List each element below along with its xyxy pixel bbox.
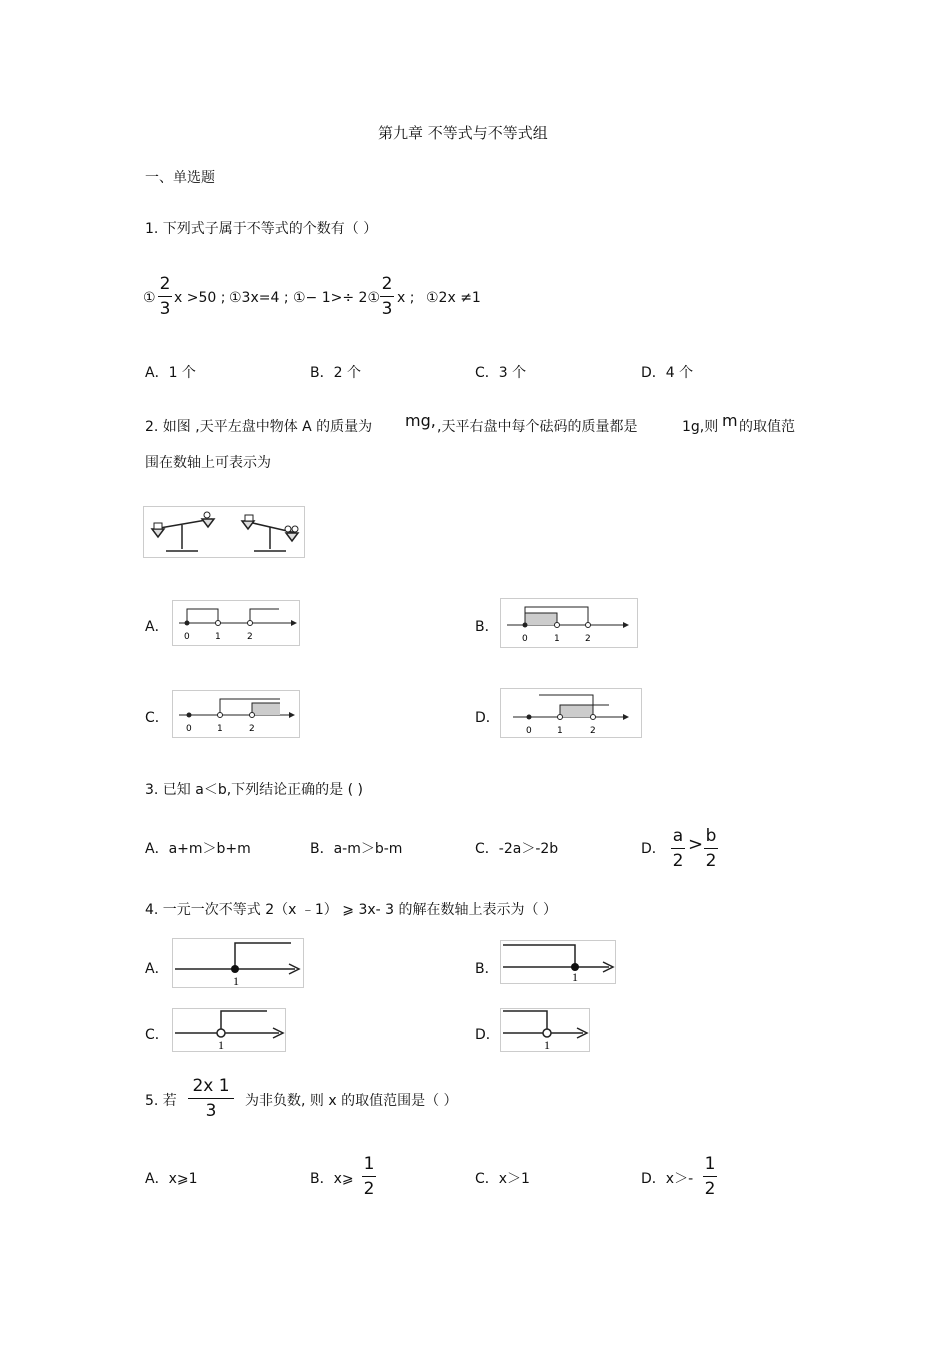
q2-option-d-numberline bbox=[500, 688, 642, 738]
q2-stem-part: 的取值范 bbox=[739, 419, 795, 435]
tick-label: 0 bbox=[522, 634, 528, 644]
tick-label: 1 bbox=[557, 726, 563, 736]
tick-label: 2 bbox=[590, 726, 596, 736]
q2-stem-part: 2. 如图 ,天平左盘中物体 A 的质量为 bbox=[145, 419, 373, 435]
q4-option-a-label: A． bbox=[145, 961, 169, 977]
tick-label: 2 bbox=[247, 632, 253, 642]
q1-option-c: C．3 个 bbox=[475, 365, 527, 381]
q5-option-d-fraction: 1 2 bbox=[704, 1154, 716, 1199]
tick-label: 0 bbox=[184, 632, 190, 642]
q3-d-greater: > bbox=[688, 834, 704, 855]
q2-option-b-numberline bbox=[500, 598, 638, 648]
tick-label: 0 bbox=[526, 726, 532, 736]
q3-option-d: D． bbox=[641, 841, 666, 857]
q2-stem-part: 1g,则 bbox=[682, 419, 719, 435]
q4-option-c-label: C． bbox=[145, 1027, 169, 1043]
section-heading: 一、单选题 bbox=[145, 170, 215, 186]
q2-option-d-label: D． bbox=[475, 710, 500, 726]
q5-option-b: B．x⩾ bbox=[310, 1171, 354, 1187]
q5-option-b-fraction: 1 2 bbox=[363, 1154, 375, 1199]
q4-option-d-numberline bbox=[500, 1008, 590, 1052]
q4-option-d-label: D． bbox=[475, 1027, 500, 1043]
q4-option-a-numberline bbox=[172, 938, 304, 988]
tick-label: 1 bbox=[544, 1038, 550, 1051]
q5-option-c: C．x＞1 bbox=[475, 1171, 530, 1187]
q1-expr-part: ① bbox=[143, 290, 156, 306]
tick-label: 1 bbox=[554, 634, 560, 644]
q1-expr-part: x ; bbox=[397, 290, 415, 306]
q1-fraction-2: 2 3 bbox=[381, 274, 393, 319]
q3-option-b: B．a-m＞b-m bbox=[310, 841, 403, 857]
tick-label: 0 bbox=[186, 724, 192, 734]
q1-expr-part: ①− 1>÷ 2① bbox=[293, 290, 381, 306]
q5-stem-prefix: 5. 若 bbox=[145, 1093, 177, 1109]
q1-fraction-1: 2 3 bbox=[159, 274, 171, 319]
q4-stem: 4. 一元一次不等式 2（x ﹣1） ⩾ 3x- 3 的解在数轴上表示为（ ） bbox=[145, 902, 557, 918]
q1-expr-part: ①2x ≠1 bbox=[426, 290, 481, 306]
tick-label: 1 bbox=[233, 974, 239, 987]
q5-fraction: 2x 1 3 bbox=[188, 1076, 234, 1121]
q3-stem: 3. 已知 a＜b,下列结论正确的是 ( ) bbox=[145, 782, 363, 798]
q5-option-a: A．x⩾1 bbox=[145, 1171, 198, 1187]
tick-label: 1 bbox=[218, 1038, 224, 1051]
q2-option-c-numberline bbox=[172, 690, 300, 738]
q1-option-b: B．2 个 bbox=[310, 365, 361, 381]
q2-option-b-label: B． bbox=[475, 619, 499, 635]
q4-option-b-numberline bbox=[500, 940, 616, 984]
q2-option-c-label: C． bbox=[145, 710, 169, 726]
q5-stem-suffix: 为非负数, 则 x 的取值范围是（ ） bbox=[245, 1093, 458, 1109]
tick-label: 2 bbox=[249, 724, 255, 734]
q3-d-fraction-a: a 2 bbox=[672, 826, 684, 871]
q3-d-fraction-b: b 2 bbox=[705, 826, 717, 871]
q2-stem-line2: 围在数轴上可表示为 bbox=[145, 455, 271, 471]
q4-option-b-label: B． bbox=[475, 961, 499, 977]
q2-option-a-label: A． bbox=[145, 619, 169, 635]
tick-label: 1 bbox=[215, 632, 221, 642]
q1-stem: 1. 下列式子属于不等式的个数有（ ） bbox=[145, 221, 378, 237]
q1-expr-part: ①3x=4 ; bbox=[229, 290, 289, 306]
q5-option-d: D．x＞- bbox=[641, 1171, 694, 1187]
q1-option-d: D．4 个 bbox=[641, 365, 694, 381]
q2-option-a-numberline bbox=[172, 600, 300, 646]
q2-stem-m: m bbox=[722, 411, 738, 430]
page-title: 第九章 不等式与不等式组 bbox=[378, 124, 548, 142]
q1-expr-part: x >50 ; bbox=[174, 290, 226, 306]
tick-label: 2 bbox=[585, 634, 591, 644]
tick-label: 1 bbox=[217, 724, 223, 734]
q1-option-a: A．1 个 bbox=[145, 365, 196, 381]
q3-option-a: A．a+m＞b+m bbox=[145, 841, 251, 857]
q2-stem-mg: mg, bbox=[405, 411, 436, 430]
balance-scale-figure bbox=[143, 506, 305, 558]
q4-option-c-numberline bbox=[172, 1008, 286, 1052]
q3-option-c: C．-2a＞-2b bbox=[475, 841, 559, 857]
q2-stem-part: ,天平右盘中每个砝码的质量都是 bbox=[437, 419, 638, 435]
tick-label: 1 bbox=[572, 970, 578, 983]
